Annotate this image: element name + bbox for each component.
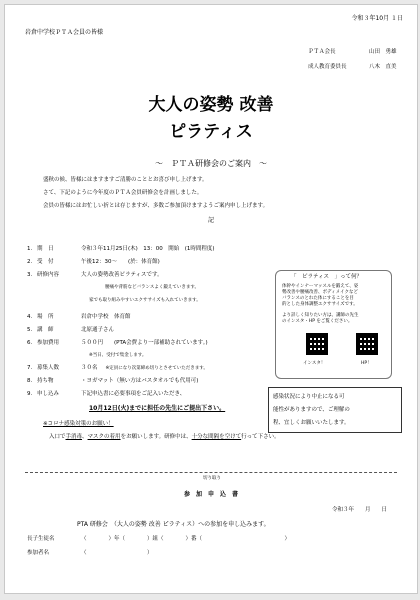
notice-page	[4, 4, 418, 594]
info-line: のインスタ・HP をご覧ください。	[282, 319, 353, 324]
form-title: 参 加 申 込 書	[183, 491, 238, 498]
covid-title: ※コロナ感染対策のお願い！	[43, 421, 114, 427]
cancellation-notice-box	[268, 387, 402, 433]
notice-line: 程、宜しくお願いいたします。	[273, 420, 350, 426]
item-row: 3. 研修内容 大人の姿勢改善ピラティスです。	[27, 272, 163, 278]
guardian-label: 長子生徒名	[27, 536, 55, 542]
item-row: 2. 受 付 午後12：30～ (於：体育館)	[27, 259, 160, 265]
item-row: 9. 申し込み 下記申込書に必要事項をご記入いただき、	[27, 391, 186, 397]
intro-line-2: さて、下記のように今年度のＰＴＡ会員研修会を計画しました。	[43, 190, 203, 196]
item-3-note-2: 家でも取り組みやすいエクササイズも入れていきます。	[89, 298, 201, 303]
item-row: 6. 参加費用 ５００円 (PTA会費より一部補助されています。)	[27, 340, 208, 346]
insta-label: インスタ！	[303, 361, 326, 366]
subtitle: ～ ＰＴＡ研修会のご案内 ～	[155, 159, 267, 168]
info-line: より詳しく知りたい方は、講師の先生	[282, 313, 359, 318]
form-text: PTA 研修会 （大人の姿勢 改善 ピラティス）への参加を申し込みます。	[77, 521, 270, 528]
issue-date: 令和３年10月 １日	[351, 15, 403, 22]
item-row: 4. 場 所 岩倉中学校 体育館	[27, 314, 131, 320]
item-row: 8. 持ち物 ・ヨガマット（無い方はバスタオルでも代用可)	[27, 378, 199, 384]
hp-label: HP！	[361, 361, 372, 366]
info-box-title: 「 ピラティス 」って何？	[291, 274, 363, 280]
participant-field[interactable]: （ ）	[81, 550, 153, 556]
notice-line: 感染状況により中止になる可	[273, 394, 345, 400]
item-row: 5. 講 師 北原通子さん	[27, 327, 115, 333]
intro-line-3: 会員の皆様にはお忙しい折とは存じますが、多数ご参加頂けますようご案内申し上げます。	[43, 203, 269, 209]
info-line: 的とした身体調整エクササイズです。	[282, 302, 358, 307]
form-date: 令和３年 月 日	[331, 507, 387, 513]
item-6-note: ※当日、受付で集金します。	[89, 353, 147, 358]
cut-line	[25, 472, 397, 473]
guardian-field[interactable]: （ ）年（ ）組（ ）番（ ）	[81, 536, 291, 542]
sender-role-2: 成人教育委員長	[308, 64, 347, 70]
item-row: 1. 期 日 令和３年11月25日(木) 13：00 開始 (1時間程度)	[27, 246, 215, 252]
addressee: 岩倉中学校ＰＴＡ会員の皆様	[25, 29, 104, 36]
item-row: 7. 募集人数 ３０名 ※定員になり次第締め切りとさせていただきます。	[27, 365, 208, 371]
sender-role-1: ＰＴＡ会長	[308, 49, 336, 55]
item-7-note: ※定員になり次第締め切りとさせていただきます。	[105, 366, 208, 371]
item-3-note-1: 腰痛や背筋などバランスよく鍛えていきます。	[105, 285, 200, 290]
cut-label: 切り取り	[203, 476, 221, 481]
ki-mark: 記	[208, 217, 215, 224]
info-line: 体幹やインナーマッスルを鍛えて、姿	[282, 284, 359, 289]
instagram-qr-icon[interactable]	[306, 333, 328, 355]
sender-name-2: 八木 直美	[369, 64, 397, 70]
notice-line: 能性がありますので、ご理解の	[273, 407, 350, 413]
deadline: 10月12日(火)までに担任の先生にご提出下さい。	[89, 405, 226, 412]
info-line: 勢改善や腰痛改善、ボディメイクなど	[282, 290, 358, 295]
intro-line-1: 盛秋の候、皆様にはますますご清勝のこととお喜び申し上げます。	[43, 177, 208, 183]
homepage-qr-icon[interactable]	[356, 333, 378, 355]
sender-name-1: 山田 勇雄	[369, 49, 397, 55]
title-line-1: 大人の姿勢 改善	[148, 95, 274, 115]
covid-text: 入口で手消毒、マスクの着用をお願いします。研修中は、十分な間隔を空けて行って下さい。	[49, 434, 280, 440]
pilates-info-box	[275, 270, 392, 379]
participant-label: 参加者名	[27, 550, 50, 556]
title-line-2: ピラティス	[169, 122, 253, 142]
info-line: バランスのとれた体にすることを目	[282, 296, 354, 301]
